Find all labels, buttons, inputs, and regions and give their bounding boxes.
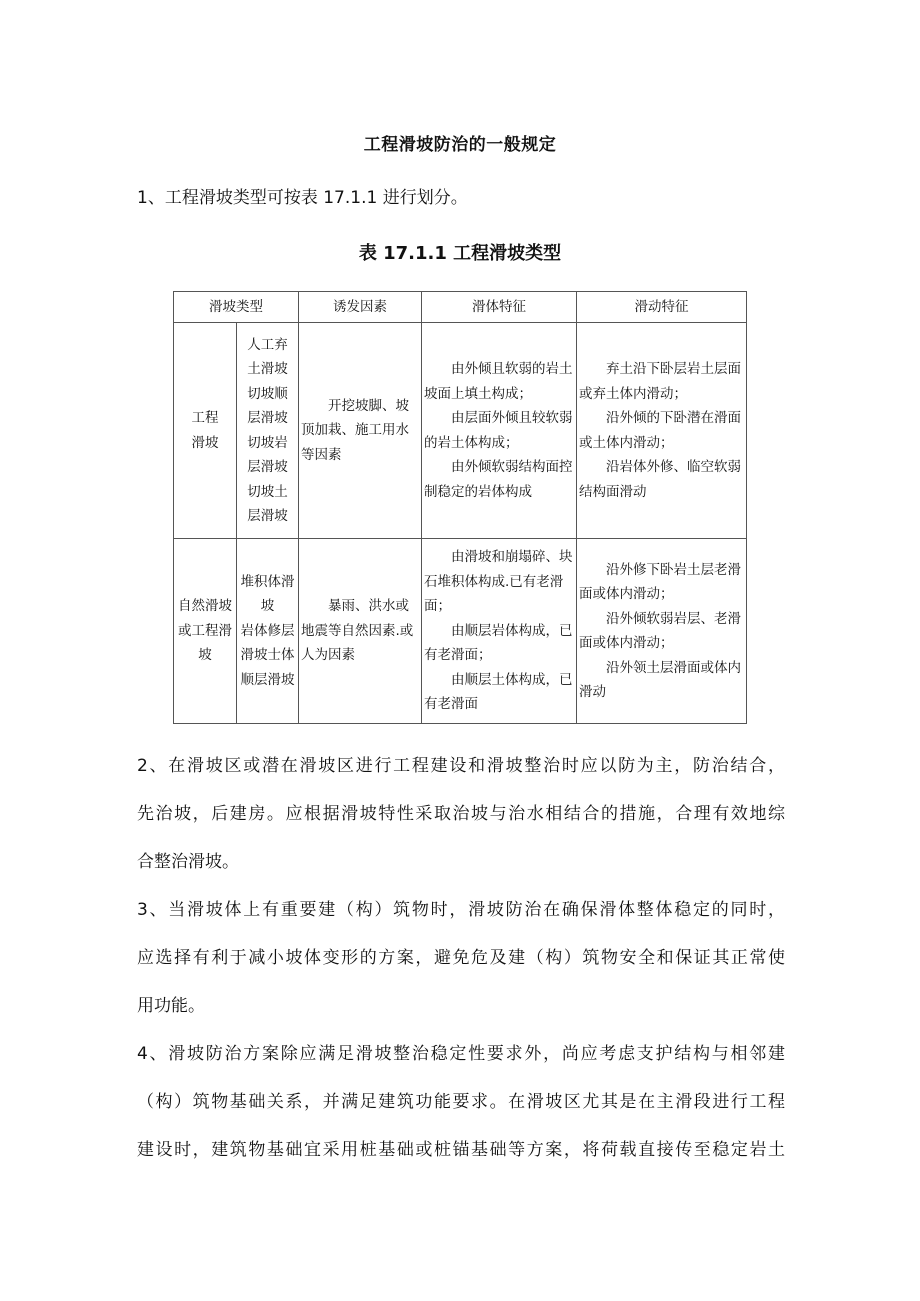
header-body-features: 滑体特征 (422, 292, 577, 323)
paragraph-line: 应选择有利于减小坡体变形的方案，避免危及建（构）筑物安全和保证其正常使 (137, 948, 785, 968)
body-feature-item: 由外倾软弱结构面控制稳定的岩体构成 (424, 459, 573, 500)
slide-feature-item: 沿外倾的下卧潜在滑面或土体内滑动； (579, 410, 741, 451)
paragraph-1: 1、工程滑坡类型可按表 17.1.1 进行划分。 (137, 188, 468, 208)
slide-feature-item: 弃土沿下卧层岩土层面或弃土体内滑动； (579, 361, 741, 402)
body-feature-item: 由顺层土体构成，已有老滑面 (424, 671, 573, 713)
table-row (174, 539, 747, 724)
paragraph-3 (137, 886, 785, 1030)
row-trigger-factors: 开挖坡脚、坡顶加栽、施工用水等因素 (299, 323, 422, 539)
body-feature-item: 由层面外倾且较软弱的岩土体构成； (424, 410, 573, 451)
paragraph-4 (137, 1030, 785, 1174)
row-category: 自然滑坡 或工程滑 坡 (174, 539, 237, 724)
row-slide-features (577, 323, 747, 539)
paragraph-line: 用功能。 (137, 996, 205, 1016)
table-row (174, 323, 747, 539)
row-trigger-factors: 暴雨、洪水或地震等自然因素.或人为因素 (299, 539, 422, 724)
table-header-row (174, 292, 747, 323)
paragraph-line: 2、在滑坡区或潜在滑坡区进行工程建设和滑坡整治时应以防为主，防治结合， (137, 756, 785, 776)
header-trigger-factors: 诱发因素 (299, 292, 422, 323)
paragraph-line: 建设时，建筑物基础宜采用桩基础或桩锚基础等方案，将荷载直接传至稳定岩土 (137, 1140, 785, 1160)
paragraph-line: （构）筑物基础关系，并满足建筑功能要求。在滑坡区尤其是在主滑段进行工程 (137, 1092, 785, 1112)
body-feature-item: 由顺层岩体构成，已有老滑面； (424, 622, 573, 664)
paragraph-2 (137, 742, 785, 886)
document-title: 工程滑坡防治的一般规定 (363, 135, 557, 155)
paragraph-line: 合整治滑坡。 (137, 852, 239, 872)
header-slide-features: 滑动特征 (577, 292, 747, 323)
paragraph-line: 4、滑坡防治方案除应满足滑坡整治稳定性要求外，尚应考虑支护结构与相邻建 (137, 1044, 785, 1064)
header-slide-type: 滑坡类型 (174, 292, 299, 323)
slide-feature-item: 沿岩体外修、临空软弱结构面滑动 (579, 459, 741, 500)
slide-feature-item: 沿外领土层滑面或体内滑动 (579, 659, 741, 700)
paragraph-line: 先治坡，后建房。应根据滑坡特性采取治坡与治水相结合的措施，合理有效地综 (137, 804, 785, 824)
table-title: 表 17.1.1 工程滑坡类型 (358, 243, 562, 264)
row-body-features (422, 323, 577, 539)
row-subtypes: 堆积体滑 坡 岩体修层 滑坡士体 顺层滑坡 (237, 539, 299, 724)
row-slide-features (577, 539, 747, 724)
body-feature-item: 由外倾且软弱的岩土坡面上填土构成； (424, 361, 573, 402)
row-category: 工程 滑坡 (174, 323, 237, 539)
paragraph-line: 3、当滑坡体上有重要建（构）筑物时，滑坡防治在确保滑体整体稳定的同时， (137, 900, 785, 920)
row-body-features (422, 539, 577, 724)
slide-feature-item: 沿外倾软弱岩层、老滑面或体内滑动； (579, 610, 741, 651)
body-feature-item: 由滑坡和崩塌碎、块石堆积体构成.已有老滑面； (424, 549, 573, 615)
slide-feature-item: 沿外修下卧岩土层老滑面或体内滑动； (579, 561, 741, 602)
row-subtypes: 人工弃 土滑坡 切坡顺 层滑坡 切坡岩 层滑坡 切坡土 层滑坡 (237, 323, 299, 539)
landslide-type-table (173, 291, 747, 724)
